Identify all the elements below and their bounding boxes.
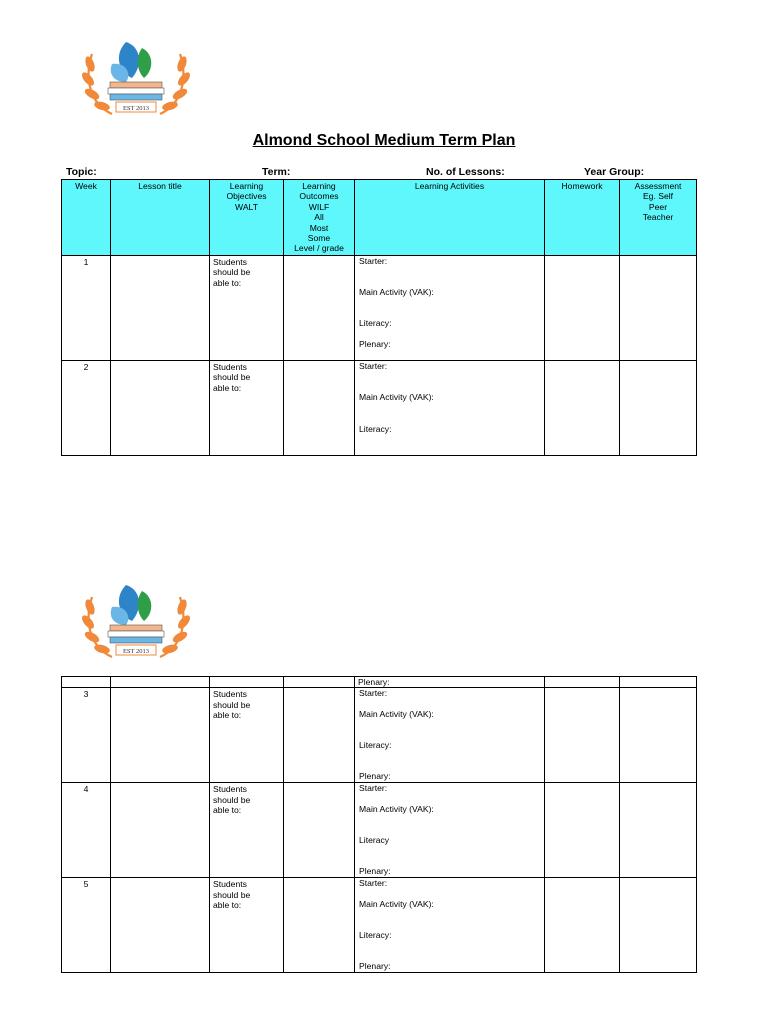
header-assessment: Assessment Eg. Self Peer Teacher [620, 180, 697, 256]
header-homework: Homework [545, 180, 620, 256]
homework-cell[interactable] [545, 688, 620, 783]
lesson-title-cell[interactable] [111, 878, 210, 973]
homework-cell[interactable] [545, 783, 620, 878]
svg-text:EST 2013: EST 2013 [122, 105, 150, 112]
week-cell: 4 [62, 783, 111, 878]
assessment-cell[interactable] [620, 688, 697, 783]
homework-cell[interactable] [545, 360, 620, 455]
topic-label: Topic: [66, 166, 97, 178]
objectives-cell: Students should be able to: [210, 878, 284, 973]
activities-cell: Starter: Main Activity (VAK): Literacy Plenary: [355, 783, 545, 878]
term-plan-table-continued [61, 676, 697, 973]
outcomes-cell[interactable] [284, 360, 355, 455]
outcomes-cell[interactable] [284, 688, 355, 783]
lesson-title-cell[interactable] [111, 783, 210, 878]
table-row [62, 360, 697, 455]
assessment-cell[interactable] [620, 783, 697, 878]
assessment-cell[interactable] [620, 878, 697, 973]
assessment-cell[interactable] [620, 255, 697, 360]
lesson-title-cell[interactable] [111, 255, 210, 360]
header-lesson-title: Lesson title [111, 180, 210, 256]
homework-cell[interactable] [545, 255, 620, 360]
outcomes-cell[interactable] [284, 878, 355, 973]
svg-text:EST 2013: EST 2013 [122, 648, 150, 655]
table-row [62, 677, 697, 688]
term-plan-table [61, 179, 697, 456]
objectives-cell: Students should be able to: [210, 783, 284, 878]
school-crest-icon [82, 34, 190, 120]
activities-cell: Starter: Main Activity (VAK): Literacy: Plenary: [355, 878, 545, 973]
week-cell: 2 [62, 360, 111, 455]
objectives-cell: Students should be able to: [210, 688, 284, 783]
activities-cell: Starter: Main Activity (VAK): Literacy: Plenary: [355, 688, 545, 783]
table-row [62, 878, 697, 973]
school-crest-icon [82, 577, 190, 663]
year-group-label: Year Group: [584, 166, 645, 178]
lesson-title-cell[interactable] [111, 688, 210, 783]
header-objectives: Learning Objectives WALT [210, 180, 284, 256]
table-row [62, 688, 697, 783]
week-cell: 5 [62, 878, 111, 973]
header-activities: Learning Activities [355, 180, 545, 256]
table-row [62, 255, 697, 360]
lesson-title-cell[interactable] [111, 360, 210, 455]
outcomes-cell[interactable] [284, 783, 355, 878]
week-cell: 3 [62, 688, 111, 783]
term-label: Term: [262, 166, 291, 178]
page-title: Almond School Medium Term Plan [252, 132, 516, 149]
homework-cell[interactable] [545, 878, 620, 973]
outcomes-cell[interactable] [284, 255, 355, 360]
objectives-cell: Students should be able to: [210, 255, 284, 360]
objectives-cell: Students should be able to: [210, 360, 284, 455]
header-outcomes: Learning Outcomes WILF All Most Some Level / grade [284, 180, 355, 256]
activities-cell: Starter: Main Activity (VAK): Literacy: Plenary: [355, 255, 545, 360]
lessons-label: No. of Lessons: [426, 166, 505, 178]
header-week: Week [62, 180, 111, 256]
table-row [62, 783, 697, 878]
activities-carry-cell: Plenary: [355, 677, 545, 688]
assessment-cell[interactable] [620, 360, 697, 455]
week-cell: 1 [62, 255, 111, 360]
activities-cell: Starter: Main Activity (VAK): Literacy: [355, 360, 545, 455]
